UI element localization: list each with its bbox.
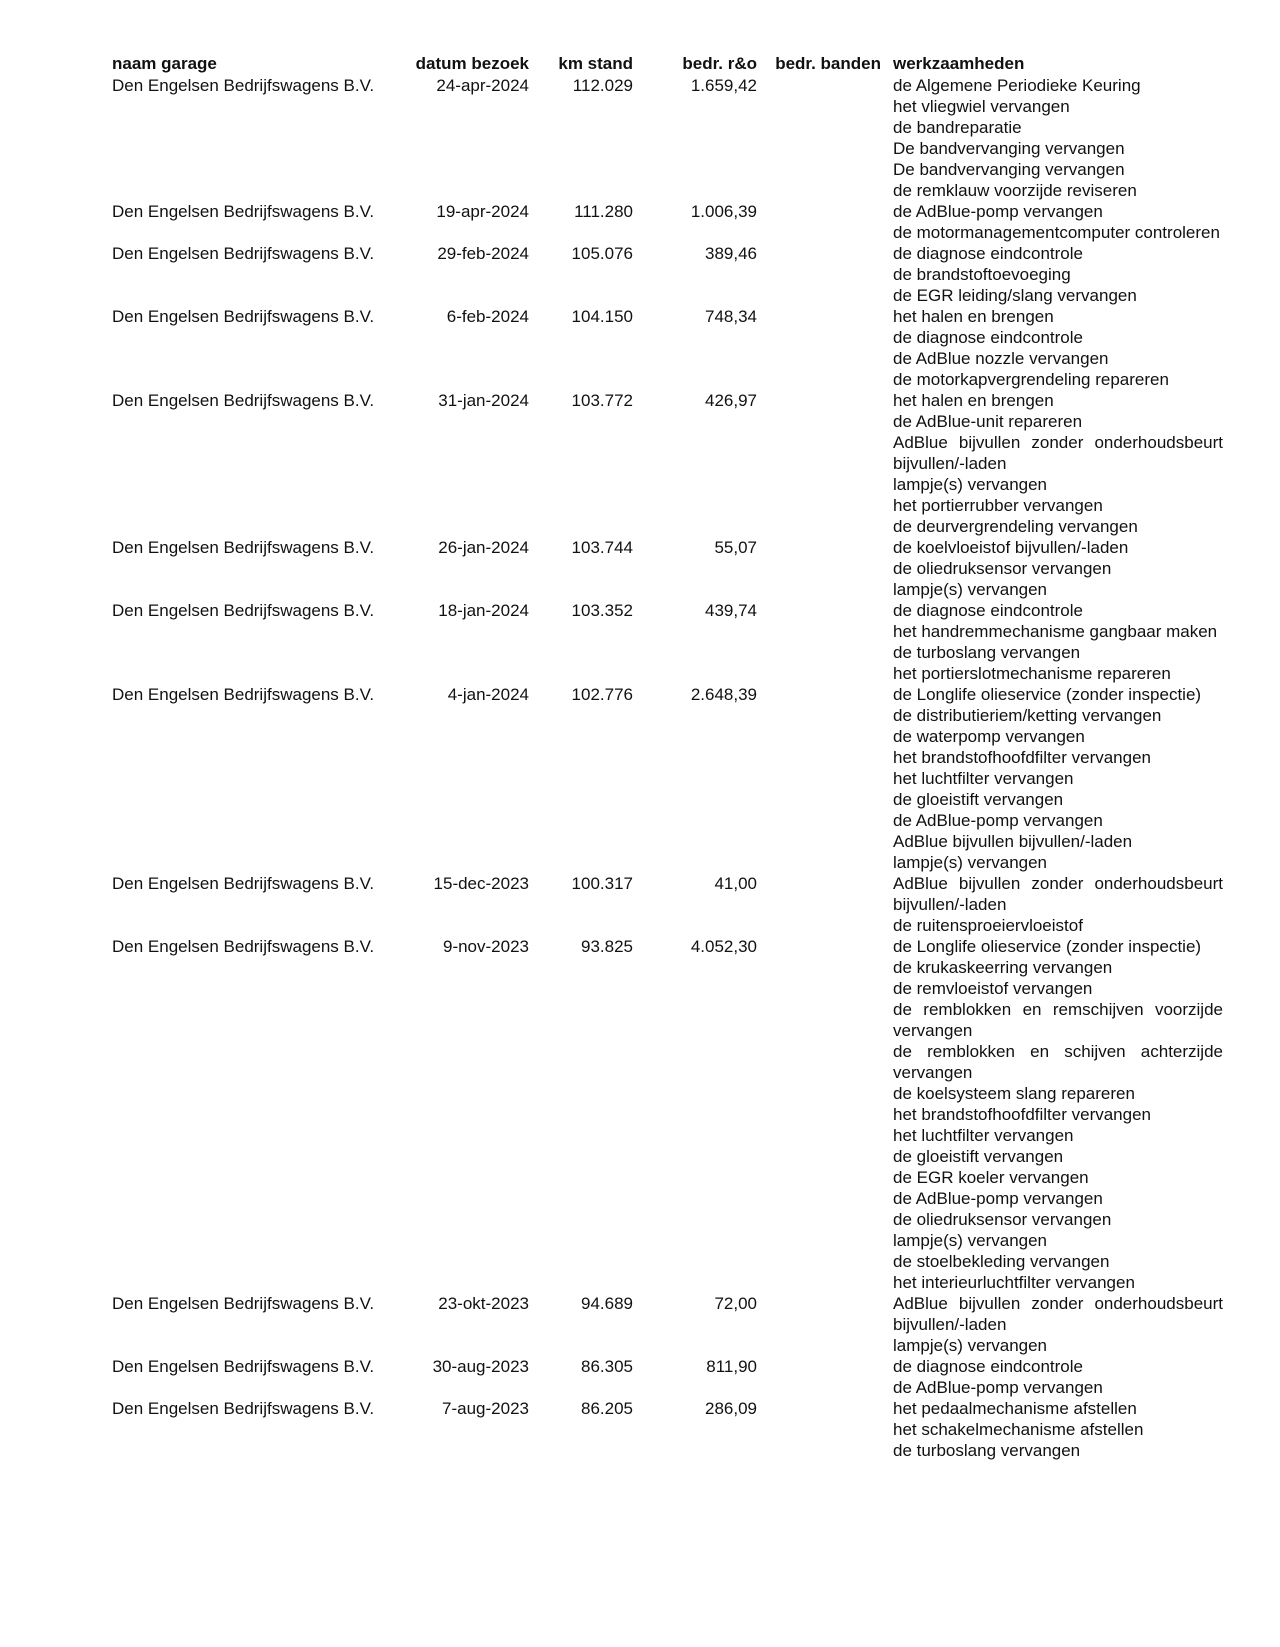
work-items-list [893, 243, 1223, 306]
table-row [0, 600, 1280, 684]
work-item: de Longlife olieservice (zonder inspectie) [893, 685, 1202, 704]
work-item: de AdBlue-pomp vervangen [893, 811, 1103, 830]
garage-name-cell: Den Engelsen Bedrijfswagens B.V. [112, 874, 375, 893]
work-item: het brandstofhoofdfilter vervangen [893, 748, 1152, 767]
header-datum-bezoek: datum bezoek [415, 54, 529, 73]
work-item: het brandstofhoofdfilter vervangen [893, 1105, 1152, 1124]
work-item: de deurvergrendeling vervangen [893, 517, 1138, 536]
work-item: de koelvloeistof bijvullen/-laden [893, 538, 1129, 557]
visit-date-cell: 26-jan-2024 [438, 538, 529, 557]
work-items-list [893, 1398, 1223, 1461]
work-item: de remvloeistof vervangen [893, 979, 1093, 998]
work-item: de koelsysteem slang repareren [893, 1084, 1135, 1103]
work-item: lampje(s) vervangen [893, 1336, 1048, 1355]
visit-date-cell: 19-apr-2024 [436, 202, 529, 221]
work-item: de AdBlue-pomp vervangen [893, 1378, 1103, 1397]
garage-name-cell: Den Engelsen Bedrijfswagens B.V. [112, 202, 375, 221]
mileage-cell: 112.029 [572, 76, 633, 95]
repair-amount-cell: 2.648,39 [690, 685, 757, 704]
work-item: de Longlife olieservice (zonder inspectie) [893, 937, 1202, 956]
work-item: de remblokken en remschijven voorzijde vervangen [893, 1000, 1223, 1040]
mileage-cell: 100.317 [571, 874, 633, 893]
work-items-list [893, 873, 1223, 936]
visit-table-body [0, 75, 1280, 1461]
work-items-list [893, 390, 1223, 537]
repair-amount-cell: 41,00 [714, 874, 757, 893]
work-item: het pedaalmechanisme afstellen [893, 1399, 1137, 1418]
visit-date-cell: 9-nov-2023 [442, 937, 529, 956]
garage-name-cell: Den Engelsen Bedrijfswagens B.V. [112, 1357, 375, 1376]
repair-amount-cell: 72,00 [714, 1294, 757, 1313]
repair-amount-cell: 426,97 [705, 391, 757, 410]
work-item: de AdBlue-unit repareren [893, 412, 1083, 431]
work-item: de gloeistift vervangen [893, 790, 1064, 809]
table-row [0, 390, 1280, 537]
table-row [0, 201, 1280, 243]
table-row [0, 537, 1280, 600]
visit-date-cell: 30-aug-2023 [432, 1357, 529, 1376]
work-item: het luchtfilter vervangen [893, 1126, 1074, 1145]
work-item: de AdBlue nozzle vervangen [893, 349, 1109, 368]
header-werkzaamheden: werkzaamheden [893, 54, 1025, 73]
work-item: het vliegwiel vervangen [893, 97, 1070, 116]
work-item: de remblokken en schijven achterzijde vervangen [893, 1042, 1223, 1082]
work-item: de brandstoftoevoeging [893, 265, 1071, 284]
work-item: de motormanagementcomputer controleren [893, 223, 1220, 242]
work-item: het portierrubber vervangen [893, 496, 1103, 515]
work-item: de motorkapvergrendeling repareren [893, 370, 1169, 389]
work-item: de oliedruksensor vervangen [893, 559, 1112, 578]
mileage-cell: 102.776 [571, 685, 633, 704]
visit-date-cell: 18-jan-2024 [438, 601, 529, 620]
work-item: de EGR leiding/slang vervangen [893, 286, 1137, 305]
garage-name-cell: Den Engelsen Bedrijfswagens B.V. [112, 538, 375, 557]
header-km-stand: km stand [558, 54, 633, 73]
garage-name-cell: Den Engelsen Bedrijfswagens B.V. [112, 685, 375, 704]
mileage-cell: 105.076 [571, 244, 633, 263]
repair-amount-cell: 286,09 [705, 1399, 757, 1418]
repair-amount-cell: 4.052,30 [690, 937, 757, 956]
work-item: het interieurluchtfilter vervangen [893, 1273, 1135, 1292]
work-item: de stoelbekleding vervangen [893, 1252, 1110, 1271]
work-items-list [893, 600, 1223, 684]
work-items-list [893, 75, 1223, 201]
repair-amount-cell: 55,07 [714, 538, 757, 557]
visit-date-cell: 24-apr-2024 [436, 76, 529, 95]
work-items-list [893, 1356, 1223, 1398]
visit-date-cell: 29-feb-2024 [437, 244, 529, 263]
work-item: de distributieriem/ketting vervangen [893, 706, 1162, 725]
work-item: de remklauw voorzijde reviseren [893, 181, 1137, 200]
work-item: de turboslang vervangen [893, 643, 1081, 662]
mileage-cell: 111.280 [574, 202, 633, 221]
work-items-list [893, 1293, 1223, 1356]
work-item: lampje(s) vervangen [893, 580, 1048, 599]
visit-date-cell: 6-feb-2024 [446, 307, 529, 326]
garage-name-cell: Den Engelsen Bedrijfswagens B.V. [112, 601, 375, 620]
work-item: het halen en brengen [893, 307, 1054, 326]
work-item: de diagnose eindcontrole [893, 601, 1083, 620]
work-item: het portierslotmechanisme repareren [893, 664, 1171, 683]
repair-amount-cell: 748,34 [705, 307, 757, 326]
work-item: de gloeistift vervangen [893, 1147, 1064, 1166]
visit-date-cell: 7-aug-2023 [442, 1399, 529, 1418]
mileage-cell: 86.205 [581, 1399, 633, 1418]
work-item: lampje(s) vervangen [893, 1231, 1048, 1250]
garage-name-cell: Den Engelsen Bedrijfswagens B.V. [112, 76, 375, 95]
visit-date-cell: 4-jan-2024 [447, 685, 529, 704]
work-items-list [893, 201, 1223, 243]
work-item: de oliedruksensor vervangen [893, 1210, 1112, 1229]
work-item: lampje(s) vervangen [893, 475, 1048, 494]
work-item: de turboslang vervangen [893, 1441, 1081, 1460]
repair-amount-cell: 1.006,39 [690, 202, 757, 221]
work-item: het halen en brengen [893, 391, 1054, 410]
header-bedrag-banden: bedr. banden [775, 54, 881, 73]
work-items-list [893, 684, 1223, 873]
garage-name-cell: Den Engelsen Bedrijfswagens B.V. [112, 1399, 375, 1418]
work-item: de AdBlue-pomp vervangen [893, 202, 1103, 221]
repair-amount-cell: 811,90 [706, 1357, 757, 1376]
garage-name-cell: Den Engelsen Bedrijfswagens B.V. [112, 1294, 375, 1313]
work-item: de Algemene Periodieke Keuring [893, 76, 1141, 95]
mileage-cell: 94.689 [581, 1294, 633, 1313]
work-item: de bandreparatie [893, 118, 1022, 137]
garage-name-cell: Den Engelsen Bedrijfswagens B.V. [112, 244, 375, 263]
table-row [0, 684, 1280, 873]
visit-date-cell: 31-jan-2024 [438, 391, 529, 410]
work-item: de diagnose eindcontrole [893, 244, 1083, 263]
work-item: de waterpomp vervangen [893, 727, 1085, 746]
work-item: AdBlue bijvullen zonder onderhoudsbeurt bijvullen/-laden [893, 1294, 1223, 1334]
garage-name-cell: Den Engelsen Bedrijfswagens B.V. [112, 391, 375, 410]
mileage-cell: 103.744 [571, 538, 633, 557]
work-item: de AdBlue-pomp vervangen [893, 1189, 1103, 1208]
table-row [0, 1293, 1280, 1356]
work-item: AdBlue bijvullen zonder onderhoudsbeurt bijvullen/-laden [893, 874, 1223, 914]
repair-amount-cell: 439,74 [705, 601, 757, 620]
work-items-list [893, 306, 1223, 390]
garage-name-cell: Den Engelsen Bedrijfswagens B.V. [112, 307, 375, 326]
repair-amount-cell: 389,46 [705, 244, 757, 263]
work-item: De bandvervanging vervangen [893, 160, 1125, 179]
visit-date-cell: 15-dec-2023 [433, 874, 529, 893]
work-item: AdBlue bijvullen bijvullen/-laden [893, 832, 1133, 851]
work-item: lampje(s) vervangen [893, 853, 1048, 872]
work-item: De bandvervanging vervangen [893, 139, 1125, 158]
work-item: de diagnose eindcontrole [893, 328, 1083, 347]
table-row [0, 243, 1280, 306]
header-bedrag-ro: bedr. r&o [682, 54, 757, 73]
work-items-list [893, 936, 1223, 1293]
work-item: de krukaskeerring vervangen [893, 958, 1113, 977]
table-row [0, 873, 1280, 936]
table-row [0, 1356, 1280, 1398]
table-row [0, 1398, 1280, 1461]
repair-amount-cell: 1.659,42 [690, 76, 757, 95]
work-items-list [893, 537, 1223, 600]
table-row [0, 936, 1280, 1293]
mileage-cell: 86.305 [581, 1357, 633, 1376]
work-item: de diagnose eindcontrole [893, 1357, 1083, 1376]
mileage-cell: 104.150 [571, 307, 633, 326]
work-item: het schakelmechanisme afstellen [893, 1420, 1144, 1439]
mileage-cell: 103.772 [571, 391, 633, 410]
mileage-cell: 103.352 [571, 601, 633, 620]
work-item: de ruitensproeiervloeistof [893, 916, 1083, 935]
visit-date-cell: 23-okt-2023 [438, 1294, 529, 1313]
header-naam-garage: naam garage [112, 54, 217, 73]
table-row [0, 306, 1280, 390]
mileage-cell: 93.825 [581, 937, 633, 956]
work-item: AdBlue bijvullen zonder onderhoudsbeurt bijvullen/-laden [893, 433, 1223, 473]
work-item: het handremmechanisme gangbaar maken [893, 622, 1218, 641]
garage-name-cell: Den Engelsen Bedrijfswagens B.V. [112, 937, 375, 956]
work-item: de EGR koeler vervangen [893, 1168, 1089, 1187]
work-item: het luchtfilter vervangen [893, 769, 1074, 788]
table-row [0, 75, 1280, 201]
